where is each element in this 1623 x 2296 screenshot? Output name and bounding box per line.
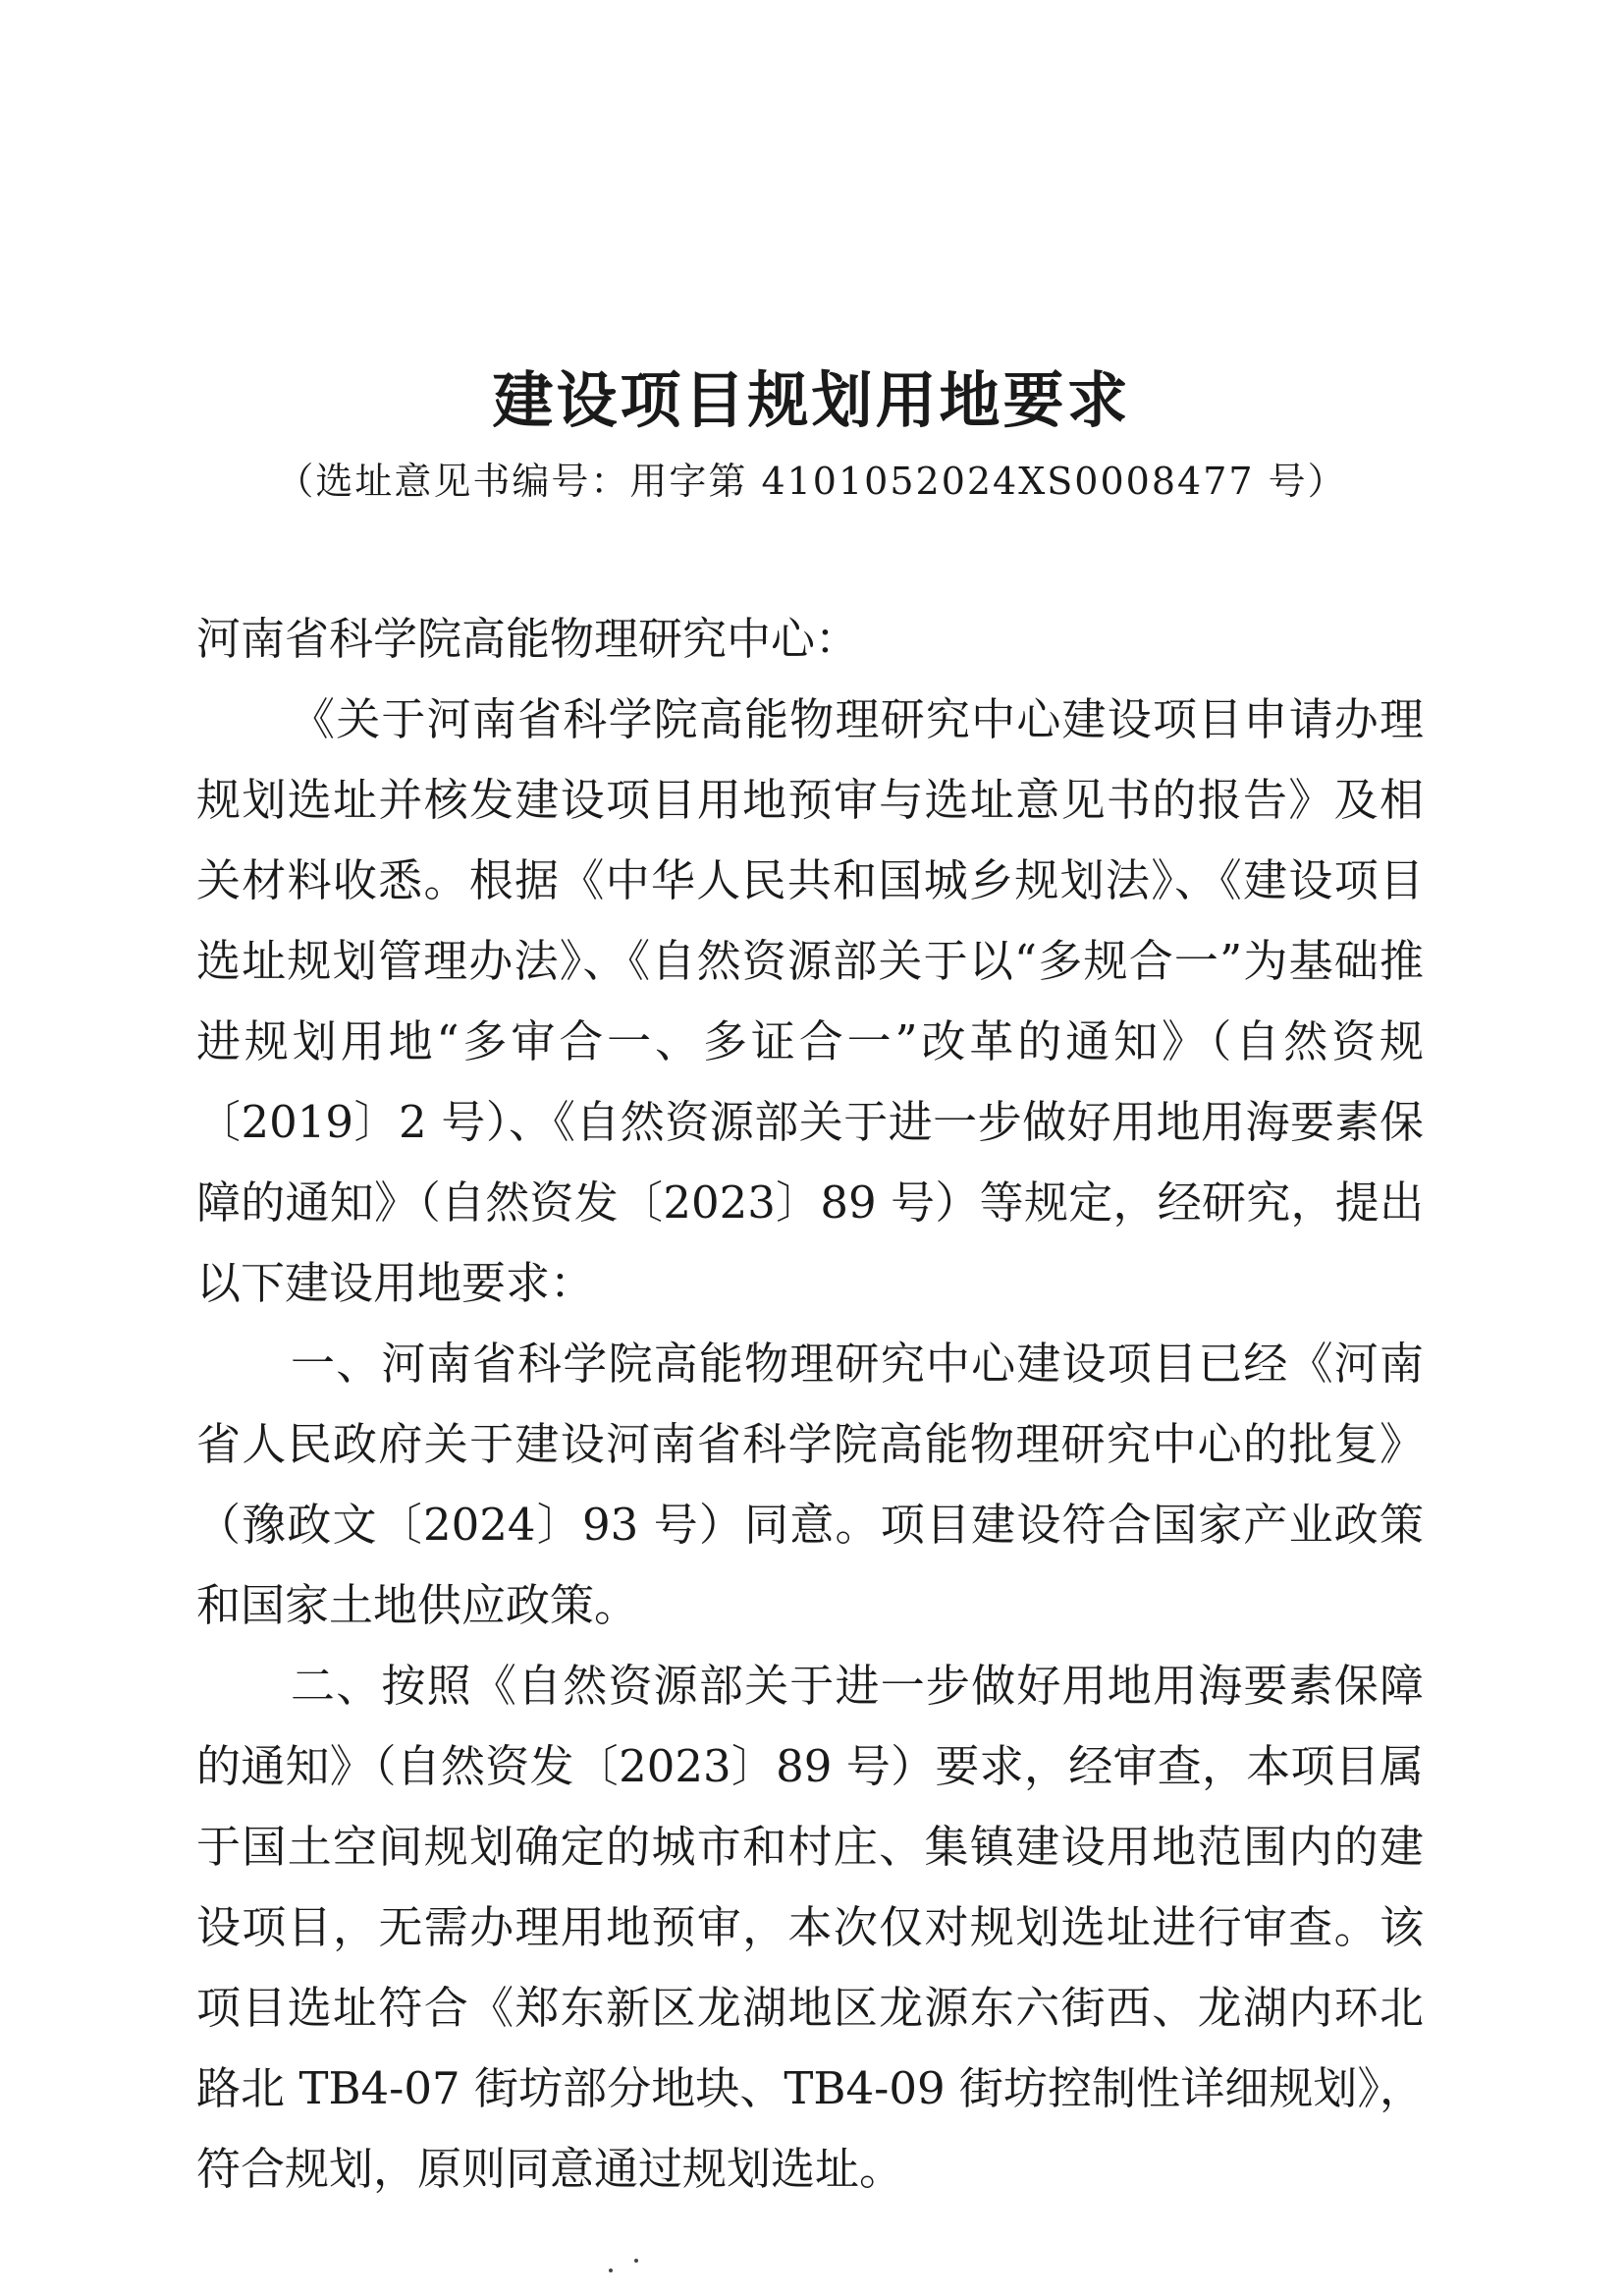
paragraph-item-1: 一、河南省科学院高能物理研究中心建设项目已经《河南省人民政府关于建设河南省科学院高能物理研究中心的批复》（豫政文〔2024〕93 号）同意。项目建设符合国家产业政策和国家土地供应政策。 xyxy=(196,1338,1424,1631)
document-body xyxy=(196,599,1424,2210)
scan-speck xyxy=(609,2269,613,2272)
document-title: 建设项目规划用地要求 xyxy=(492,364,1131,436)
paragraph-item-2: 二、按照《自然资源部关于进一步做好用地用海要素保障的通知》（自然资发〔2023〕89 号）要求，经审查，本项目属于国土空间规划确定的城市和村庄、集镇建设用地范围内的建设项目，无需办理用地预审，本次仅对规划选址进行审查。该项目选址符合《郑东新区龙湖地区龙源东六街西、龙湖内环北路北 TB4-07 街坊部分地块、TB4-09 街坊控制性详细规划》，符合规划，原则同意通过规划选址。 xyxy=(196,1660,1424,2195)
scan-specks xyxy=(609,2259,687,2278)
paragraph-intro: 《关于河南省科学院高能物理研究中心建设项目申请办理规划选址并核发建设项目用地预审与选址意见书的报告》及相关材料收悉。根据《中华人民共和国城乡规划法》、《建设项目选址规划管理办法》、《自然资源部关于以“多规合一”为基础推进规划用地“多审合一、多证合一”改革的通知》（自然资规〔2019〕2 号）、《自然资源部关于进一步做好用地用海要素保障的通知》（自然资发〔2023〕89 号）等规定，经研究，提出以下建设用地要求： xyxy=(196,693,1424,1309)
scan-speck xyxy=(634,2259,638,2263)
document-number: （选址意见书编号：用字第 4101052024XS0008477 号） xyxy=(276,460,1347,503)
addressee: 河南省科学院高能物理研究中心： xyxy=(196,613,860,665)
